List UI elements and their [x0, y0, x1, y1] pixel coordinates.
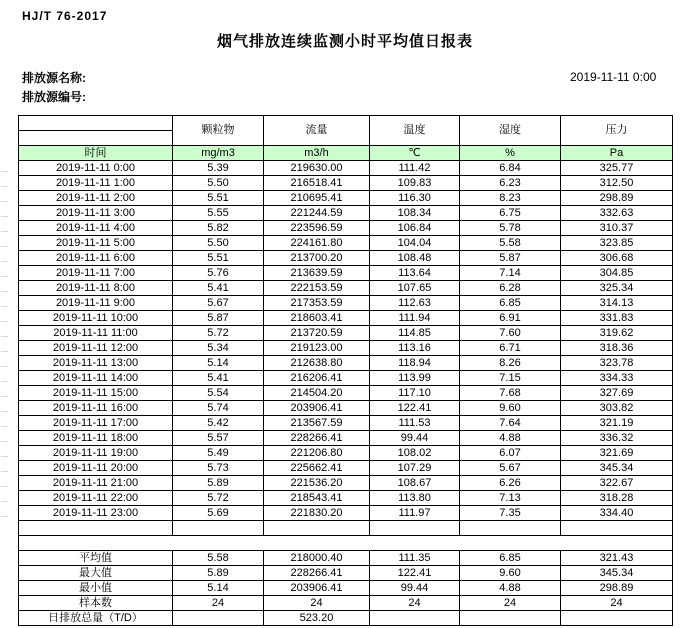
value-cell: 203906.41	[264, 581, 370, 596]
value-cell: 218000.40	[264, 551, 370, 566]
value-cell: 334.33	[561, 371, 673, 386]
empty-cell	[19, 521, 173, 536]
unit-cell-humidity: %	[460, 146, 561, 161]
value-cell: 5.73	[173, 461, 264, 476]
value-cell: 310.37	[561, 221, 673, 236]
value-cell: 222153.59	[264, 281, 370, 296]
time-cell: 2019-11-11 15:00	[19, 386, 173, 401]
table-row	[19, 416, 673, 431]
table-row	[19, 461, 673, 476]
value-cell: 6.91	[460, 311, 561, 326]
value-cell: 109.83	[370, 176, 460, 191]
value-cell: 7.35	[460, 506, 561, 521]
time-cell: 2019-11-11 10:00	[19, 311, 173, 326]
value-cell: 323.78	[561, 356, 673, 371]
value-cell: 221536.20	[264, 476, 370, 491]
value-cell: 323.85	[561, 236, 673, 251]
value-cell: 116.30	[370, 191, 460, 206]
table-row	[19, 386, 673, 401]
time-cell: 2019-11-11 12:00	[19, 341, 173, 356]
value-cell: 318.28	[561, 491, 673, 506]
header-blank-cell	[19, 116, 173, 131]
empty-cell	[173, 521, 264, 536]
value-cell: 5.76	[173, 266, 264, 281]
table-row	[19, 191, 673, 206]
value-cell: 219123.00	[264, 341, 370, 356]
value-cell: 118.94	[370, 356, 460, 371]
table-row	[19, 311, 673, 326]
value-cell: 6.26	[460, 476, 561, 491]
value-cell: 5.55	[173, 206, 264, 221]
hourly-data-rows	[19, 161, 673, 521]
value-cell: 5.41	[173, 371, 264, 386]
value-cell: 5.49	[173, 446, 264, 461]
empty-cell	[264, 521, 370, 536]
value-cell: 111.94	[370, 311, 460, 326]
column-header-pressure: 压力	[561, 116, 673, 146]
value-cell: 321.19	[561, 416, 673, 431]
table-row	[19, 176, 673, 191]
value-cell: 106.84	[370, 221, 460, 236]
value-cell: 113.80	[370, 491, 460, 506]
time-cell: 2019-11-11 14:00	[19, 371, 173, 386]
value-cell: 523.20	[264, 611, 370, 626]
value-cell: 9.60	[460, 401, 561, 416]
summary-row	[19, 611, 673, 626]
value-cell: 5.78	[460, 221, 561, 236]
table-row	[19, 476, 673, 491]
table-row	[19, 266, 673, 281]
time-cell: 2019-11-11 7:00	[19, 266, 173, 281]
gridline-gutter	[1, 157, 8, 523]
column-header-humidity: 湿度	[460, 116, 561, 146]
page-title: 烟气排放连续监测小时平均值日报表	[216, 33, 473, 50]
unit-row	[19, 146, 673, 161]
value-cell: 5.14	[173, 581, 264, 596]
header-row-top	[19, 116, 673, 131]
value-cell: 5.67	[173, 296, 264, 311]
summary-label-cell: 最大值	[19, 566, 173, 581]
time-cell: 2019-11-11 17:00	[19, 416, 173, 431]
time-cell: 2019-11-11 18:00	[19, 431, 173, 446]
value-cell: 304.85	[561, 266, 673, 281]
summary-label-cell: 样本数	[19, 596, 173, 611]
value-cell: 345.34	[561, 566, 673, 581]
value-cell: 6.75	[460, 206, 561, 221]
value-cell: 5.74	[173, 401, 264, 416]
value-cell	[460, 611, 561, 626]
value-cell: 24	[561, 596, 673, 611]
time-cell: 2019-11-11 8:00	[19, 281, 173, 296]
value-cell: 6.84	[460, 161, 561, 176]
value-cell: 228266.41	[264, 566, 370, 581]
value-cell: 5.89	[173, 566, 264, 581]
column-header-temp: 温度	[370, 116, 460, 146]
value-cell: 224161.80	[264, 236, 370, 251]
value-cell: 6.07	[460, 446, 561, 461]
value-cell: 112.63	[370, 296, 460, 311]
value-cell: 107.29	[370, 461, 460, 476]
value-cell: 228266.41	[264, 431, 370, 446]
summary-row	[19, 566, 673, 581]
time-header-cell: 时间	[19, 146, 173, 161]
value-cell: 24	[460, 596, 561, 611]
time-cell: 2019-11-11 4:00	[19, 221, 173, 236]
value-cell: 5.50	[173, 176, 264, 191]
value-cell: 345.34	[561, 461, 673, 476]
value-cell: 298.89	[561, 581, 673, 596]
value-cell: 221206.80	[264, 446, 370, 461]
value-cell: 218603.41	[264, 311, 370, 326]
value-cell: 221244.59	[264, 206, 370, 221]
time-cell: 2019-11-11 22:00	[19, 491, 173, 506]
value-cell: 327.69	[561, 386, 673, 401]
time-cell: 2019-11-11 6:00	[19, 251, 173, 266]
table-row	[19, 506, 673, 521]
value-cell: 5.42	[173, 416, 264, 431]
time-cell: 2019-11-11 19:00	[19, 446, 173, 461]
value-cell: 5.51	[173, 191, 264, 206]
empty-row	[19, 521, 673, 536]
value-cell: 5.34	[173, 341, 264, 356]
value-cell: 216518.41	[264, 176, 370, 191]
value-cell: 7.64	[460, 416, 561, 431]
value-cell: 217353.59	[264, 296, 370, 311]
table-row	[19, 431, 673, 446]
table-row	[19, 491, 673, 506]
time-cell: 2019-11-11 20:00	[19, 461, 173, 476]
time-cell: 2019-11-11 13:00	[19, 356, 173, 371]
value-cell: 24	[264, 596, 370, 611]
value-cell: 6.28	[460, 281, 561, 296]
empty-cell	[460, 521, 561, 536]
table-row	[19, 251, 673, 266]
value-cell: 111.42	[370, 161, 460, 176]
source-name-label: 排放源名称:	[22, 71, 86, 85]
value-cell: 218543.41	[264, 491, 370, 506]
value-cell: 113.99	[370, 371, 460, 386]
empty-cell	[370, 521, 460, 536]
value-cell: 122.41	[370, 401, 460, 416]
value-cell: 99.44	[370, 581, 460, 596]
time-cell: 2019-11-11 23:00	[19, 506, 173, 521]
spacer-cell	[19, 536, 673, 551]
value-cell: 7.15	[460, 371, 561, 386]
value-cell: 6.23	[460, 176, 561, 191]
value-cell: 5.69	[173, 506, 264, 521]
value-cell: 203906.41	[264, 401, 370, 416]
value-cell: 334.40	[561, 506, 673, 521]
value-cell: 104.04	[370, 236, 460, 251]
table-row	[19, 341, 673, 356]
value-cell: 24	[173, 596, 264, 611]
value-cell: 331.83	[561, 311, 673, 326]
standard-code: HJ/T 76-2017	[22, 9, 108, 23]
summary-row	[19, 596, 673, 611]
unit-cell-pressure: Pa	[561, 146, 673, 161]
value-cell: 6.85	[460, 296, 561, 311]
table-row	[19, 446, 673, 461]
table-row	[19, 296, 673, 311]
time-cell: 2019-11-11 1:00	[19, 176, 173, 191]
table-row	[19, 401, 673, 416]
value-cell: 303.82	[561, 401, 673, 416]
value-cell: 6.71	[460, 341, 561, 356]
time-cell: 2019-11-11 5:00	[19, 236, 173, 251]
value-cell: 5.82	[173, 221, 264, 236]
table-row	[19, 326, 673, 341]
value-cell: 5.58	[173, 551, 264, 566]
value-cell: 321.43	[561, 551, 673, 566]
value-cell: 108.48	[370, 251, 460, 266]
value-cell: 213567.59	[264, 416, 370, 431]
divider-section	[19, 521, 673, 551]
value-cell	[173, 611, 264, 626]
value-cell: 8.26	[460, 356, 561, 371]
value-cell: 325.34	[561, 281, 673, 296]
value-cell: 5.89	[173, 476, 264, 491]
value-cell: 225662.41	[264, 461, 370, 476]
value-cell: 5.50	[173, 236, 264, 251]
value-cell: 213639.59	[264, 266, 370, 281]
value-cell: 107.65	[370, 281, 460, 296]
summary-label-cell: 平均值	[19, 551, 173, 566]
value-cell: 5.58	[460, 236, 561, 251]
time-cell: 2019-11-11 3:00	[19, 206, 173, 221]
value-cell: 221830.20	[264, 506, 370, 521]
value-cell: 314.13	[561, 296, 673, 311]
value-cell: 306.68	[561, 251, 673, 266]
value-cell: 111.53	[370, 416, 460, 431]
value-cell: 108.34	[370, 206, 460, 221]
value-cell: 213720.59	[264, 326, 370, 341]
value-cell: 332.63	[561, 206, 673, 221]
table-row	[19, 371, 673, 386]
value-cell: 4.88	[460, 581, 561, 596]
value-cell: 114.85	[370, 326, 460, 341]
value-cell: 298.89	[561, 191, 673, 206]
value-cell: 117.10	[370, 386, 460, 401]
table-row	[19, 161, 673, 176]
value-cell: 223596.59	[264, 221, 370, 236]
time-cell: 2019-11-11 0:00	[19, 161, 173, 176]
time-cell: 2019-11-11 9:00	[19, 296, 173, 311]
value-cell: 5.72	[173, 326, 264, 341]
summary-row	[19, 551, 673, 566]
value-cell: 5.54	[173, 386, 264, 401]
time-cell: 2019-11-11 2:00	[19, 191, 173, 206]
column-header-flow: 流量	[264, 116, 370, 146]
value-cell: 322.67	[561, 476, 673, 491]
value-cell: 5.51	[173, 251, 264, 266]
table-row	[19, 236, 673, 251]
value-cell: 318.36	[561, 341, 673, 356]
value-cell: 5.14	[173, 356, 264, 371]
time-cell: 2019-11-11 16:00	[19, 401, 173, 416]
unit-cell-temp: ℃	[370, 146, 460, 161]
value-cell: 312.50	[561, 176, 673, 191]
value-cell: 321.69	[561, 446, 673, 461]
monitoring-table	[18, 115, 673, 626]
value-cell: 108.67	[370, 476, 460, 491]
value-cell: 99.44	[370, 431, 460, 446]
value-cell: 325.77	[561, 161, 673, 176]
value-cell: 108.02	[370, 446, 460, 461]
report-time: 2019-11-11 0:00	[570, 70, 657, 84]
spacer-row	[19, 536, 673, 551]
value-cell: 7.13	[460, 491, 561, 506]
value-cell: 24	[370, 596, 460, 611]
value-cell: 111.97	[370, 506, 460, 521]
value-cell: 319.62	[561, 326, 673, 341]
value-cell: 5.87	[173, 311, 264, 326]
value-cell: 6.85	[460, 551, 561, 566]
value-cell: 5.57	[173, 431, 264, 446]
header-blank-cell	[19, 131, 173, 146]
value-cell: 122.41	[370, 566, 460, 581]
value-cell: 113.16	[370, 341, 460, 356]
value-cell: 111.35	[370, 551, 460, 566]
value-cell: 7.14	[460, 266, 561, 281]
source-id-label: 排放源编号:	[22, 90, 86, 104]
value-cell: 5.72	[173, 491, 264, 506]
value-cell: 7.60	[460, 326, 561, 341]
value-cell: 7.68	[460, 386, 561, 401]
value-cell: 216206.41	[264, 371, 370, 386]
value-cell: 113.64	[370, 266, 460, 281]
value-cell: 4.88	[460, 431, 561, 446]
value-cell: 5.87	[460, 251, 561, 266]
value-cell: 214504.20	[264, 386, 370, 401]
value-cell: 210695.41	[264, 191, 370, 206]
summary-row	[19, 581, 673, 596]
table-row	[19, 281, 673, 296]
unit-cell-pm: mg/m3	[173, 146, 264, 161]
column-header-pm: 颗粒物	[173, 116, 264, 146]
table-row	[19, 356, 673, 371]
value-cell: 5.39	[173, 161, 264, 176]
value-cell: 336.32	[561, 431, 673, 446]
summary-rows	[19, 551, 673, 626]
time-cell: 2019-11-11 21:00	[19, 476, 173, 491]
summary-label-cell: 最小值	[19, 581, 173, 596]
value-cell: 5.41	[173, 281, 264, 296]
summary-label-cell: 日排放总量（T/D）	[19, 611, 173, 626]
value-cell: 9.60	[460, 566, 561, 581]
value-cell: 213700.20	[264, 251, 370, 266]
table-header	[19, 116, 673, 161]
value-cell	[370, 611, 460, 626]
unit-cell-flow: m3/h	[264, 146, 370, 161]
empty-cell	[561, 521, 673, 536]
table-row	[19, 206, 673, 221]
table-row	[19, 221, 673, 236]
value-cell: 5.67	[460, 461, 561, 476]
value-cell	[561, 611, 673, 626]
value-cell: 219630.00	[264, 161, 370, 176]
value-cell: 212638.80	[264, 356, 370, 371]
time-cell: 2019-11-11 11:00	[19, 326, 173, 341]
value-cell: 8.23	[460, 191, 561, 206]
